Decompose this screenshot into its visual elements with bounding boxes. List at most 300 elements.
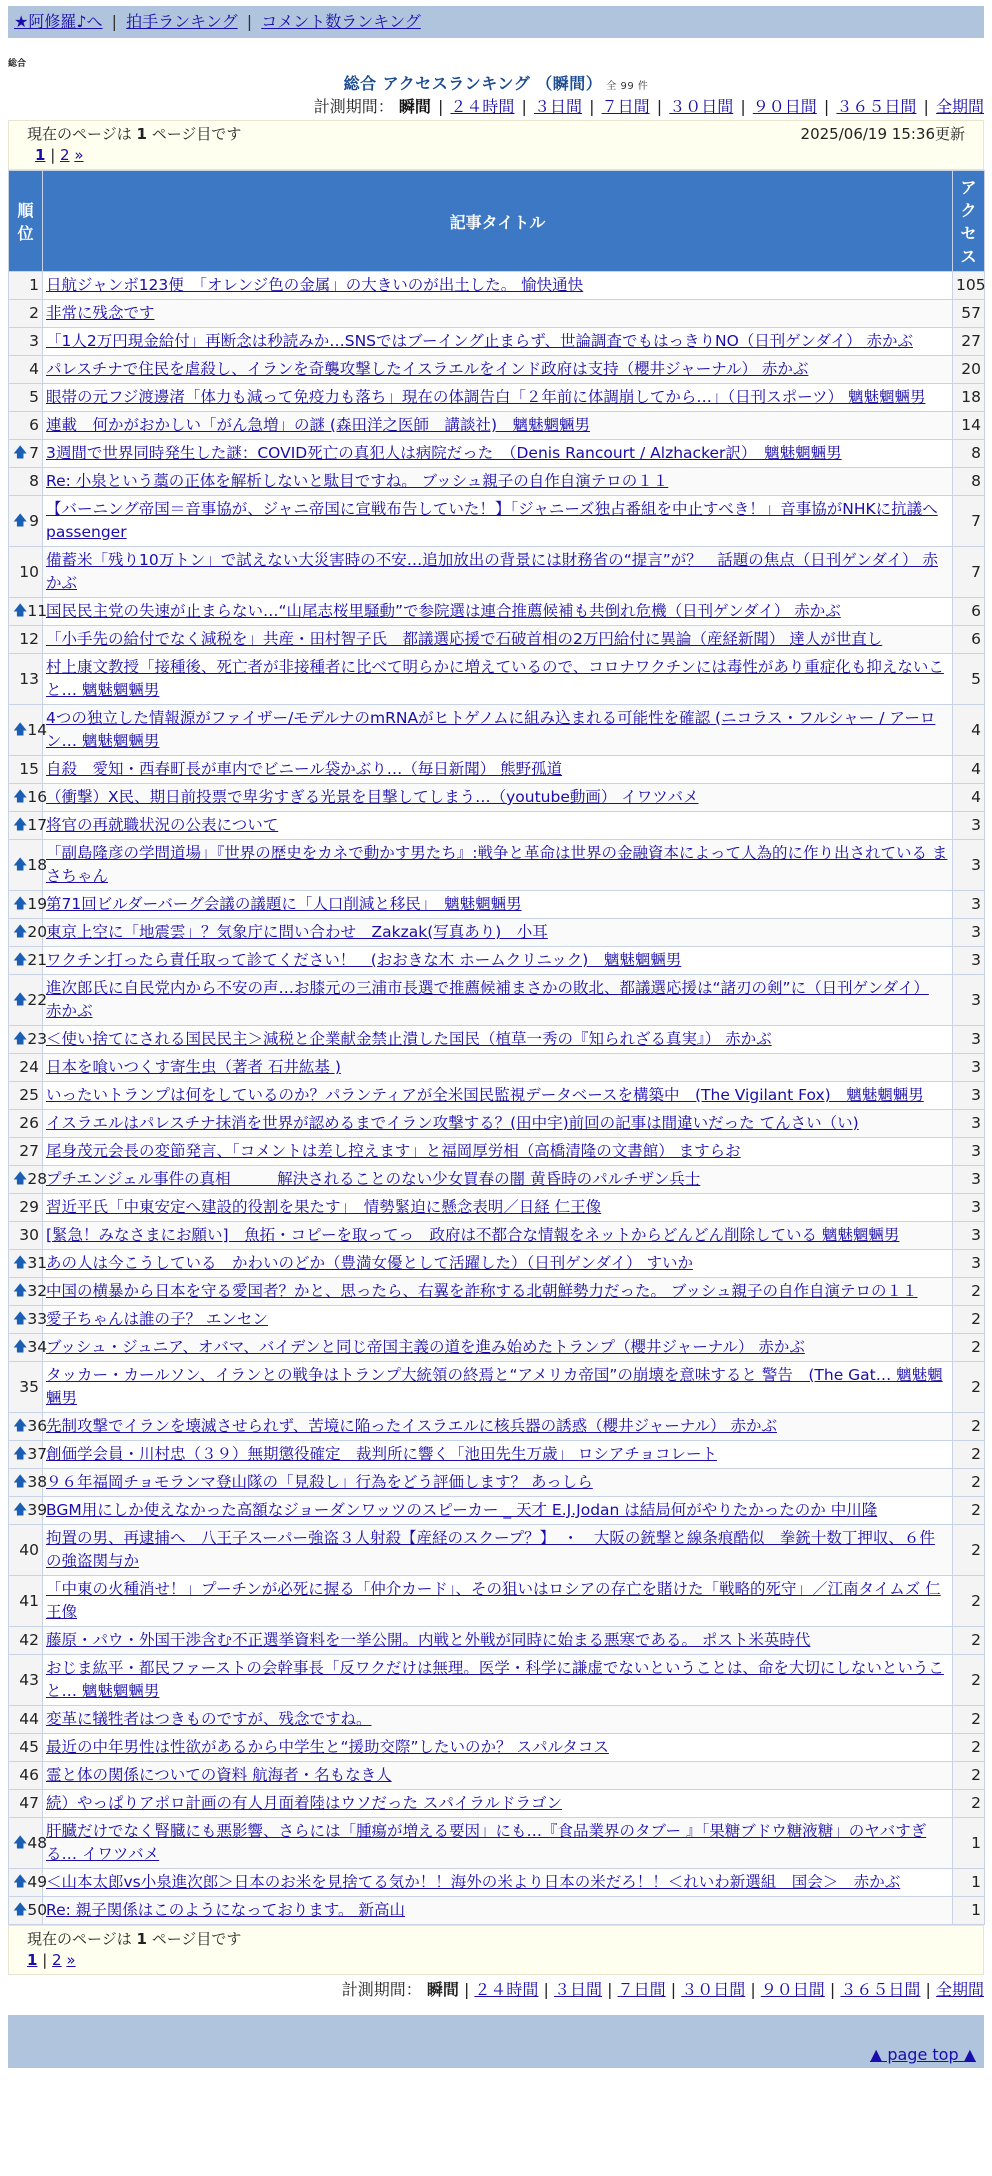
page-nav-bottom: 1 | 2 » <box>27 1951 76 1969</box>
rank-number: 22 <box>27 990 48 1009</box>
table-row <box>9 300 985 328</box>
rank-up-arrow-icon: 🡅 <box>13 512 28 529</box>
table-row <box>9 1054 985 1082</box>
article-link[interactable]: 備蓄米「残り10万トン」で試えない大災害時の不安…追加放出の背景には財務省の“提言”が？ 話題の焦点（日刊ゲンダイ） 赤かぶ <box>46 551 938 592</box>
rank-number: 38 <box>27 1473 48 1491</box>
rank-cell <box>9 272 43 300</box>
rank-number: 14 <box>27 720 48 739</box>
rank-cell <box>9 1497 48 1525</box>
title-cell <box>43 840 953 891</box>
access-count: 2 <box>953 1413 985 1441</box>
table-row <box>9 1026 985 1054</box>
rank-number: 34 <box>27 1338 48 1356</box>
table-row <box>9 1469 985 1497</box>
rank-cell <box>9 654 43 705</box>
page-top-bar <box>8 2041 984 2068</box>
access-count: 3 <box>953 1110 985 1138</box>
table-row <box>9 272 985 300</box>
rank-cell <box>9 1734 43 1762</box>
table-row <box>9 1790 985 1818</box>
page-title-text: 総合 アクセスランキング （瞬間） <box>343 74 603 93</box>
table-row <box>9 1138 985 1166</box>
access-count: 1 <box>953 1869 985 1897</box>
article-link[interactable]: 習近平氏「中東安定へ建設的役割を果たす」 情勢緊迫に懸念表明／日経 仁王像 <box>46 1198 602 1216</box>
header-title: 記事タイトル <box>43 171 953 272</box>
access-count: 4 <box>953 784 985 812</box>
access-count: 3 <box>953 1082 985 1110</box>
article-link[interactable]: 連載 何かがおかしい「がん急増」の謎 (森田洋之医師 講談社) 魑魅魍魎男 <box>46 416 591 434</box>
rank-number: 47 <box>19 1794 39 1812</box>
period-30d-bottom[interactable]: ３０日間 <box>681 1980 746 1999</box>
access-count: 2 <box>953 1706 985 1734</box>
rank-number: 36 <box>27 1417 48 1435</box>
table-row <box>9 975 985 1026</box>
title-cell <box>43 1762 953 1790</box>
title-cell <box>43 598 953 626</box>
table-row <box>9 626 985 654</box>
access-count: 3 <box>953 975 985 1026</box>
title-cell <box>43 412 953 440</box>
rank-cell <box>9 812 48 840</box>
rank-cell <box>9 496 43 547</box>
title-cell <box>43 1138 953 1166</box>
rank-cell <box>9 705 48 756</box>
period-7d[interactable]: ７日間 <box>601 97 650 116</box>
article-link[interactable]: BGM用にしか使えなかった高額なジョーダンワッツのスピーカー _ 天才 E.J.Jodan は結局何がやりたかったのか 中川隆 <box>46 1501 878 1519</box>
rank-cell <box>9 1576 43 1627</box>
table-row <box>9 1441 985 1469</box>
updated-time: 2025/06/19 15:36更新 <box>800 125 965 143</box>
period-3d[interactable]: ３日間 <box>534 97 583 116</box>
table-row <box>9 547 985 598</box>
article-link[interactable]: ＜使い捨てにされる国民民主＞減税と企業献金禁止潰した国民（植草一秀の『知られざる真実』） 赤かぶ <box>46 1030 772 1048</box>
article-link[interactable]: 拘置の男、再逮捕へ 八王子スーパー強盗３人射殺【産経のスクープ？】 ・ 大阪の銃撃と線条痕酷似 拳銃十数丁押収、６件の強盗関与か <box>46 1529 935 1570</box>
rank-number: 39 <box>27 1501 48 1519</box>
title-cell <box>43 1054 953 1082</box>
rank-cell <box>9 1138 43 1166</box>
article-link[interactable]: 4つの独立した情報源がファイザー/モデルナのmRNAがヒトゲノムに組み込まれる可能性を確認 (ニコラス・フルシャー / アーロン… 魑魅魍魎男 <box>46 709 936 750</box>
article-link[interactable]: 「中東の火種消せ！」プーチンが必死に握る「仲介カード」、その狙いはロシアの存亡を賭けた「戦略的死守」／江南タイムズ 仁王像 <box>46 1580 941 1621</box>
access-count: 2 <box>953 1655 985 1706</box>
article-link[interactable]: プチエンジェル事件の真相 解決されることのない少女買春の闇 黄昏時のパルチザン兵士 <box>46 1170 701 1188</box>
title-cell <box>43 547 953 598</box>
access-count: 2 <box>953 1441 985 1469</box>
article-link[interactable]: 「1人2万円現金給付」再断念は秒読みか…SNSではブーイング止まらず、世論調査でもはっきりNO（日刊ゲンダイ） 赤かぶ <box>46 332 913 350</box>
article-link[interactable]: 愛子ちゃんは誰の子？ エンセン <box>46 1310 268 1328</box>
title-cell <box>43 1576 953 1627</box>
title-cell <box>43 1734 953 1762</box>
table-row <box>9 1306 985 1334</box>
rank-up-arrow-icon: 🡅 <box>13 1902 28 1918</box>
current-page-text-bottom: 現在のページは 1 ページ目です <box>27 1930 242 1948</box>
period-24h[interactable]: ２４時間 <box>450 97 515 116</box>
access-count: 27 <box>953 328 985 356</box>
article-link[interactable]: 日航ジャンボ123便 「オレンジ色の金属」の大きいのが出土した。 愉快通快 <box>46 276 584 294</box>
access-count: 2 <box>953 1790 985 1818</box>
table-row <box>9 1278 985 1306</box>
rank-number: 19 <box>27 895 48 913</box>
article-link[interactable]: ＜山本太郎vs小泉進次郎＞日本のお米を見捨てる気か！！海外の米より日本の米だろ！！＜れいわ新選組 国会＞ 赤かぶ <box>46 1873 901 1891</box>
rank-number: 27 <box>19 1142 39 1160</box>
rank-cell <box>9 1278 48 1306</box>
rank-cell <box>9 1306 48 1334</box>
period-7d-bottom[interactable]: ７日間 <box>617 1980 666 1999</box>
rank-number: 48 <box>27 1833 48 1852</box>
rank-number: 9 <box>29 511 39 530</box>
period-365d-bottom[interactable]: ３６５日間 <box>840 1980 921 1999</box>
page-top-link[interactable]: ▲ page top ▲ <box>869 2045 976 2064</box>
rank-number: 43 <box>19 1670 39 1689</box>
period-90d-bottom[interactable]: ９０日間 <box>760 1980 825 1999</box>
access-count: 2 <box>953 1576 985 1627</box>
table-row <box>9 756 985 784</box>
table-row <box>9 654 985 705</box>
rank-up-arrow-icon: 🡅 <box>13 1255 28 1271</box>
title-cell <box>43 975 953 1026</box>
category-label: 総合 <box>8 59 27 69</box>
access-count: 2 <box>953 1734 985 1762</box>
rank-cell <box>9 1706 43 1734</box>
rank-number: 40 <box>19 1540 39 1559</box>
rank-number: 33 <box>27 1310 48 1328</box>
period-3d-bottom[interactable]: ３日間 <box>554 1980 603 1999</box>
table-row <box>9 1869 985 1897</box>
rank-number: 6 <box>29 416 39 434</box>
rank-up-arrow-icon: 🡅 <box>13 991 28 1008</box>
rank-up-arrow-icon: 🡅 <box>13 445 28 461</box>
access-count: 2 <box>953 1525 985 1576</box>
article-link[interactable]: 最近の中年男性は性欲があるから中学生と“援助交際”したいのか？ スパルタコス <box>46 1738 609 1756</box>
rank-number: 31 <box>27 1254 48 1272</box>
period-current-bottom: 瞬間 <box>426 1980 459 1999</box>
rank-number: 2 <box>29 304 39 322</box>
rank-up-arrow-icon: 🡅 <box>13 1311 28 1327</box>
access-count: 3 <box>953 840 985 891</box>
rank-up-arrow-icon: 🡅 <box>13 1502 28 1518</box>
article-link[interactable]: 藤原・パウ・外国干渉含む不正選挙資料を一挙公開。内戦と外戦が同時に始まる悪寒である。 ポスト米英時代 <box>46 1631 811 1649</box>
table-row <box>9 1110 985 1138</box>
table-row <box>9 840 985 891</box>
rank-number: 46 <box>19 1766 39 1784</box>
table-row <box>9 468 985 496</box>
rank-number: 21 <box>27 951 48 969</box>
rank-cell <box>9 1362 43 1413</box>
rank-number: 17 <box>27 816 48 834</box>
table-row <box>9 1818 985 1869</box>
title-cell <box>43 1790 953 1818</box>
article-link[interactable]: 創価学会員・川村忠（３９）無期懲役確定 裁判所に響く「池田先生万歳」 ロシアチョコレート <box>46 1445 717 1463</box>
table-row <box>9 1362 985 1413</box>
table-header-row <box>9 171 985 272</box>
pager-top <box>8 120 984 170</box>
access-count: 2 <box>953 1762 985 1790</box>
article-link[interactable]: 村上康文教授「接種後、死亡者が非接種者に比べて明らかに増えているので、コロナワクチンには毒性があり重症化も抑えないこと… 魑魅魍魎男 <box>46 658 944 699</box>
table-row <box>9 496 985 547</box>
rank-up-arrow-icon: 🡅 <box>13 1474 28 1490</box>
access-count: 5 <box>953 654 985 705</box>
article-link[interactable]: 肝臓だけでなく腎臓にも悪影響、さらには「腫瘍が増える要因」にも…『食品業界のタブー 』「果糖ブドウ糖液糖」のヤバすぎる… イワツバメ <box>46 1822 927 1863</box>
ranking-table <box>8 170 985 1925</box>
article-link[interactable]: タッカー・カールソン、イランとの戦争はトランプ大統領の終焉と“アメリカ帝国”の崩壊を意味すると 警告 (The Gat… 魑魅魍魎男 <box>46 1366 943 1407</box>
rank-number: 4 <box>29 360 39 378</box>
article-link[interactable]: 中国の横暴から日本を守る愛国者？かと、思ったら、右翼を詐称する北朝鮮勢力だった。 ブッシュ親子の自作自演テロの１１ <box>46 1282 918 1300</box>
access-count: 3 <box>953 1026 985 1054</box>
table-row <box>9 947 985 975</box>
rank-number: 28 <box>27 1170 48 1188</box>
rank-number: 15 <box>19 760 39 778</box>
title-cell <box>43 272 953 300</box>
article-link[interactable]: 眼帯の元フジ渡邊渚「体力も減って免疫力も落ち」現在の体調告白「２年前に体調崩してから…」（日刊スポーツ） 魑魅魍魎男 <box>46 388 926 406</box>
rank-cell <box>9 356 43 384</box>
title-cell <box>43 654 953 705</box>
access-count: 3 <box>953 891 985 919</box>
article-link[interactable]: 非常に残念です <box>46 304 155 322</box>
rank-number: 32 <box>27 1282 48 1300</box>
page-link-2-bottom[interactable]: 2 <box>52 1951 62 1969</box>
table-row <box>9 1734 985 1762</box>
rank-cell <box>9 1082 43 1110</box>
table-row <box>9 1413 985 1441</box>
article-link[interactable]: パレスチナで住民を虐殺し、イランを奇襲攻撃したイスラエルをインド政府は支持（櫻井ジャーナル） 赤かぶ <box>46 360 809 378</box>
rank-number: 42 <box>19 1631 39 1649</box>
home-link[interactable]: ★阿修羅♪へ <box>14 12 103 31</box>
title-cell <box>43 1194 953 1222</box>
period-current: 瞬間 <box>398 97 431 116</box>
access-count: 1 <box>953 1818 985 1869</box>
rank-cell <box>9 840 48 891</box>
table-row <box>9 1576 985 1627</box>
title-cell <box>43 1110 953 1138</box>
rank-number: 13 <box>19 669 39 688</box>
table-row <box>9 1497 985 1525</box>
rank-cell <box>9 384 43 412</box>
title-cell <box>43 1627 953 1655</box>
access-count: 3 <box>953 1166 985 1194</box>
title-cell <box>43 1655 953 1706</box>
access-count: 20 <box>953 356 985 384</box>
article-link[interactable]: 将官の再就職状況の公表について <box>46 816 279 834</box>
rank-number: 16 <box>27 788 48 806</box>
article-link[interactable]: 東京上空に「地震雲」？気象庁に問い合わせ Zakzak(写真あり) 小耳 <box>46 923 548 941</box>
title-cell <box>43 1166 953 1194</box>
top-nav-bar <box>8 6 984 38</box>
access-count: 3 <box>953 1250 985 1278</box>
access-count: 3 <box>953 1222 985 1250</box>
table-row <box>9 1627 985 1655</box>
title-cell <box>43 1362 953 1413</box>
period-24h-bottom[interactable]: ２４時間 <box>474 1980 539 1999</box>
rank-number: 11 <box>27 602 48 620</box>
article-link[interactable]: 続）やっぱりアポロ計画の有人月面着陸はウソだった スパイラルドラゴン <box>46 1794 562 1812</box>
rank-number: 18 <box>27 855 48 874</box>
period-label: 計測期間： <box>313 97 394 116</box>
rank-number: 10 <box>19 562 39 581</box>
article-link[interactable]: 3週間で世界同時発生した謎：COVID死亡の真犯人は病院だった （Denis Rancourt / Alzhacker訳） 魑魅魍魎男 <box>46 444 842 462</box>
article-link[interactable]: 進次郎氏に自民党内から不安の声…お膝元の三浦市長選で推薦候補まさかの敗北、都議選応援は“諸刃の剣”に（日刊ゲンダイ） 赤かぶ <box>46 979 929 1020</box>
article-link[interactable]: おじま紘平・都民ファーストの会幹事長「反ワクだけは無理。医学・科学に謙虚でないということは、命を大切にしないということ… 魑魅魍魎男 <box>46 1659 944 1700</box>
access-count: 2 <box>953 1469 985 1497</box>
title-cell <box>43 1306 953 1334</box>
table-row <box>9 1194 985 1222</box>
rank-number: 30 <box>19 1226 39 1244</box>
table-row <box>9 1897 985 1925</box>
page-nav: 1 | 2 » <box>35 146 84 164</box>
access-count: 7 <box>953 496 985 547</box>
title-cell <box>43 1334 953 1362</box>
ranking-body <box>9 272 985 1925</box>
rank-cell <box>9 947 48 975</box>
access-count: 105 <box>953 272 985 300</box>
rank-number: 8 <box>29 472 39 490</box>
access-count: 2 <box>953 1497 985 1525</box>
rank-number: 50 <box>27 1901 48 1919</box>
article-link[interactable]: あの人は今こうしている かわいのどか（豊満女優として活躍した）（日刊ゲンダイ） すいか <box>46 1254 693 1272</box>
table-row <box>9 1706 985 1734</box>
article-link[interactable]: ９６年福岡チョモランマ登山隊の「見殺し」行為をどう評価します？ あっしら <box>46 1473 593 1491</box>
rank-cell <box>9 756 43 784</box>
nav-separator: | <box>246 12 253 31</box>
rank-cell <box>9 1897 48 1925</box>
table-row <box>9 784 985 812</box>
page-title <box>0 71 992 94</box>
article-link[interactable]: 「副島隆彦の学問道場」『世界の歴史をカネで動かす男たち』:戦争と革命は世界の金融資本によって人為的に作り出されている まさちゃん <box>46 844 948 885</box>
access-count: 8 <box>953 468 985 496</box>
rank-number: 24 <box>19 1058 39 1076</box>
comment-ranking-link[interactable]: コメント数ランキング <box>261 12 421 31</box>
table-row <box>9 1250 985 1278</box>
next-page-link-bottom[interactable]: » <box>66 1951 76 1969</box>
rank-up-arrow-icon: 🡅 <box>13 856 28 873</box>
title-cell <box>43 468 953 496</box>
period-365d[interactable]: ３６５日間 <box>836 97 917 116</box>
rank-up-arrow-icon: 🡅 <box>13 924 28 940</box>
table-row <box>9 1166 985 1194</box>
access-count: 18 <box>953 384 985 412</box>
rank-cell <box>9 440 43 468</box>
article-link[interactable]: 変革に犠牲者はつきものですが、残念ですね。 <box>46 1710 372 1728</box>
table-row <box>9 812 985 840</box>
applause-ranking-link[interactable]: 拍手ランキング <box>126 12 238 31</box>
rank-cell <box>9 1441 48 1469</box>
rank-cell <box>9 1818 48 1869</box>
title-cell <box>43 1706 953 1734</box>
nav-separator: | <box>111 12 118 31</box>
rank-number: 12 <box>19 630 39 648</box>
rank-cell <box>9 1869 48 1897</box>
title-cell <box>43 1250 953 1278</box>
period-selector-bottom: 計測期間： 瞬間 | ２４時間 | ３日間 | ７日間 | ３０日間 | ９０日間 | ３６５日間 | 全期間 <box>341 1980 984 1999</box>
access-count: 3 <box>953 919 985 947</box>
rank-cell <box>9 1790 43 1818</box>
title-cell <box>43 1818 953 1869</box>
table-row <box>9 1655 985 1706</box>
rank-up-arrow-icon: 🡅 <box>13 1418 28 1434</box>
title-cell <box>43 1441 953 1469</box>
total-count: 全 99 件 <box>606 81 649 92</box>
access-count: 2 <box>953 1278 985 1306</box>
period-all-bottom[interactable]: 全期間 <box>935 1980 984 1999</box>
article-link[interactable]: 日本を喰いつくす寄生虫（著者 石井紘基 ) <box>46 1058 341 1076</box>
article-link[interactable]: 霊と体の関係についての資料 航海者・名もなき人 <box>46 1766 392 1784</box>
title-cell <box>43 328 953 356</box>
access-count: 3 <box>953 812 985 840</box>
rank-up-arrow-icon: 🡅 <box>13 1283 28 1299</box>
article-link[interactable]: 先制攻撃でイランを壊滅させられず、苦境に陥ったイスラエルに核兵器の誘惑（櫻井ジャーナル） 赤かぶ <box>46 1417 777 1435</box>
article-link[interactable]: 第71回ビルダーバーグ会議の議題に「人口削減と移民」 魑魅魍魎男 <box>46 895 522 913</box>
period-30d[interactable]: ３０日間 <box>669 97 734 116</box>
rank-number: 23 <box>27 1030 48 1048</box>
period-90d[interactable]: ９０日間 <box>752 97 817 116</box>
rank-number: 7 <box>29 444 39 462</box>
rank-up-arrow-icon: 🡅 <box>13 896 28 912</box>
page-link-1-bottom[interactable]: 1 <box>27 1951 38 1969</box>
table-row <box>9 1762 985 1790</box>
rank-number: 44 <box>19 1710 39 1728</box>
rank-cell <box>9 1250 48 1278</box>
article-link[interactable]: 【バーニング帝国＝音事協が、ジャニ帝国に宣戦布告していた！】「ジャニーズ独占番組を中止すべき！」音事協がNHKに抗議へ passenger <box>46 500 938 541</box>
access-count: 4 <box>953 756 985 784</box>
article-link[interactable]: 「小手先の給付でなく減税を」共産・田村智子氏 都議選応援で石破首相の2万円給付に異論（産経新聞） 達人が世直し <box>46 630 883 648</box>
article-link[interactable]: いったいトランプは何をしているのか？パランティアが全米国民監視データベースを構築中 (The Vigilant Fox) 魑魅魍魎男 <box>46 1086 924 1104</box>
title-cell <box>43 1278 953 1306</box>
access-count: 3 <box>953 1138 985 1166</box>
rank-cell <box>9 1222 43 1250</box>
period-all[interactable]: 全期間 <box>935 97 984 116</box>
title-cell <box>43 496 953 547</box>
rank-cell <box>9 975 48 1026</box>
rank-number: 45 <box>19 1738 39 1756</box>
table-row <box>9 1082 985 1110</box>
article-link[interactable]: [緊急！みなさまにお願い] 魚拓・コピーを取ってっ 政府は不都合な情報をネットからどんどん削除している 魑魅魍魎男 <box>46 1226 900 1244</box>
rank-cell <box>9 1413 48 1441</box>
article-link[interactable]: イスラエルはパレスチナ抹消を世界が認めるまでイラン攻撃する？(田中宇)前回の記事は間違いだった てんさい（い) <box>46 1114 859 1132</box>
title-cell <box>43 1082 953 1110</box>
title-cell <box>43 891 953 919</box>
table-row <box>9 384 985 412</box>
rank-number: 20 <box>27 923 48 941</box>
title-cell <box>43 1026 953 1054</box>
rank-up-arrow-icon: 🡅 <box>13 952 28 968</box>
title-cell <box>43 784 953 812</box>
article-link[interactable]: Re: 親子関係はこのようになっております。 新高山 <box>46 1901 405 1919</box>
rank-cell <box>9 1627 43 1655</box>
access-count: 57 <box>953 300 985 328</box>
article-link[interactable]: ワクチン打ったら責任取って診てください！ (おおきな木 ホームクリニック) 魑魅魍魎男 <box>46 951 682 969</box>
article-link[interactable]: 国民民主党の失速が止まらない…“山尾志桜里騒動”で参院選は連合推薦候補も共倒れ危機（日刊ゲンダイ） 赤かぶ <box>46 602 841 620</box>
header-access: アクセス <box>953 171 985 272</box>
article-link[interactable]: ブッシュ・ジュニア、オバマ、バイデンと同じ帝国主義の道を進み始めたトランプ（櫻井ジャーナル） 赤かぶ <box>46 1338 805 1356</box>
rank-cell <box>9 1469 48 1497</box>
rank-number: 3 <box>29 332 39 350</box>
article-link[interactable]: 自殺 愛知・西春町長が車内でビニール袋かぶり…（毎日新聞） 熊野孤道 <box>46 760 563 778</box>
title-cell <box>43 1469 953 1497</box>
next-page-link[interactable]: » <box>74 146 84 164</box>
period-label-bottom: 計測期間： <box>341 1980 422 1999</box>
access-count: 1 <box>953 1897 985 1925</box>
table-row <box>9 705 985 756</box>
rank-cell <box>9 1655 43 1706</box>
table-row <box>9 919 985 947</box>
rank-number: 49 <box>27 1873 48 1891</box>
access-count: 2 <box>953 1627 985 1655</box>
article-link[interactable]: Re: 小泉という藁の正体を解析しないと駄目ですね。 ブッシュ親子の自作自演テロの１１ <box>46 472 669 490</box>
article-link[interactable]: （衝撃）X民、期日前投票で卑劣すぎる光景を目撃してしまう…（youtube動画） イワツバメ <box>46 788 699 806</box>
page-link-2[interactable]: 2 <box>60 146 70 164</box>
article-link[interactable]: 尾身茂元会長の変節発言、「コメントは差し控えます」と福岡厚労相（高橋清隆の文書館） ますらお <box>46 1142 741 1160</box>
page-link-1[interactable]: 1 <box>35 146 46 164</box>
rank-cell <box>9 1166 48 1194</box>
table-row <box>9 328 985 356</box>
